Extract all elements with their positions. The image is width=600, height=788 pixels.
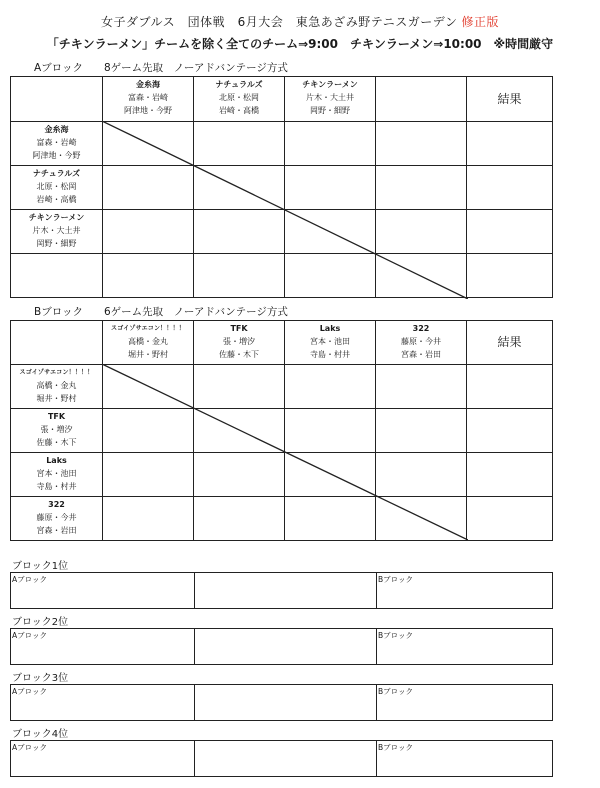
result-cell[interactable] xyxy=(467,365,553,409)
result-cell[interactable] xyxy=(467,409,553,453)
rank-empty-cell[interactable] xyxy=(195,573,377,609)
score-cell[interactable] xyxy=(103,497,194,541)
score-cell[interactable] xyxy=(194,254,285,298)
score-cell[interactable] xyxy=(194,166,285,210)
score-cell[interactable] xyxy=(376,254,467,298)
score-cell[interactable] xyxy=(376,497,467,541)
row-team: Laks 宮本・池田 寺島・村井 xyxy=(11,453,103,497)
score-cell[interactable] xyxy=(103,166,194,210)
result-cell[interactable] xyxy=(467,254,553,298)
rank-empty-cell[interactable] xyxy=(195,685,377,721)
result-cell[interactable] xyxy=(467,210,553,254)
row-team: スゴイゾサエコン！！！！ 高橋・金丸 堀井・野村 xyxy=(11,365,103,409)
rank-4-label: ブロック4位 xyxy=(12,729,69,740)
result-cell[interactable] xyxy=(467,166,553,210)
table-row xyxy=(11,365,553,409)
table-row xyxy=(11,210,553,254)
score-cell[interactable] xyxy=(376,365,467,409)
score-cell[interactable] xyxy=(285,365,376,409)
block-b-label: Bブロック 6ゲーム先取 ノーアドバンテージ方式 xyxy=(34,306,288,318)
score-cell[interactable] xyxy=(194,122,285,166)
block-b-header-row xyxy=(11,321,553,365)
score-cell[interactable] xyxy=(376,122,467,166)
rank-a-cell[interactable]: Aブロック xyxy=(11,573,195,609)
score-cell[interactable] xyxy=(103,365,194,409)
score-cell[interactable] xyxy=(194,453,285,497)
score-cell[interactable] xyxy=(194,365,285,409)
score-cell[interactable] xyxy=(285,497,376,541)
page-title xyxy=(0,13,600,30)
score-cell[interactable] xyxy=(285,254,376,298)
score-cell[interactable] xyxy=(285,409,376,453)
rank-empty-cell[interactable] xyxy=(195,629,377,665)
score-cell[interactable] xyxy=(285,210,376,254)
score-cell[interactable] xyxy=(103,210,194,254)
rank-1-table xyxy=(10,572,553,609)
rank-a-cell[interactable]: Aブロック xyxy=(11,629,195,665)
schedule-note: 「チキンラーメン」チームを除く全てのチーム⇒9:00 チキンラーメン⇒10:00 ※時間厳守 xyxy=(46,37,554,51)
rank-4-table xyxy=(10,740,553,777)
block-a-table xyxy=(10,76,553,298)
rank-2-table xyxy=(10,628,553,665)
col-team: Laks 宮本・池田 寺島・村井 xyxy=(285,321,376,365)
score-cell[interactable] xyxy=(376,409,467,453)
rank-b-cell[interactable]: Bブロック xyxy=(377,629,553,665)
title-text: 女子ダブルス 団体戦 6月大会 東急あざみ野テニスガーデン xyxy=(100,15,458,29)
col-team xyxy=(376,77,467,122)
score-cell[interactable] xyxy=(376,166,467,210)
table-row xyxy=(11,122,553,166)
result-cell[interactable] xyxy=(467,497,553,541)
score-cell[interactable] xyxy=(103,254,194,298)
score-cell[interactable] xyxy=(376,453,467,497)
score-cell[interactable] xyxy=(285,122,376,166)
result-header: 結果 xyxy=(467,321,553,365)
table-row xyxy=(11,453,553,497)
col-team: TFK 張・増汐 佐藤・木下 xyxy=(194,321,285,365)
row-team: 金糸海 富森・岩崎 阿津地・今野 xyxy=(11,122,103,166)
score-cell[interactable] xyxy=(103,453,194,497)
table-row xyxy=(11,497,553,541)
rank-b-cell[interactable]: Bブロック xyxy=(377,685,553,721)
rank-1-label: ブロック1位 xyxy=(12,561,69,572)
rank-b-cell[interactable]: Bブロック xyxy=(377,741,553,777)
col-team: ナチュラルズ 北原・松岡 岩崎・高橋 xyxy=(194,77,285,122)
row-team xyxy=(11,254,103,298)
row-team: チキンラーメン 片木・大土井 岡野・細野 xyxy=(11,210,103,254)
table-row xyxy=(11,254,553,298)
block-a-label: Aブロック 8ゲーム先取 ノーアドバンテージ方式 xyxy=(34,62,288,74)
block-b-table xyxy=(10,320,553,541)
result-cell[interactable] xyxy=(467,122,553,166)
col-team: 322 藤原・今井 宮森・岩田 xyxy=(376,321,467,365)
rank-empty-cell[interactable] xyxy=(195,741,377,777)
score-cell[interactable] xyxy=(285,166,376,210)
row-team: 322 藤原・今井 宮森・岩田 xyxy=(11,497,103,541)
row-team: ナチュラルズ 北原・松岡 岩崎・高橋 xyxy=(11,166,103,210)
result-cell[interactable] xyxy=(467,453,553,497)
rank-3-table xyxy=(10,684,553,721)
col-team: チキンラーメン 片木・大土井 岡野・細野 xyxy=(285,77,376,122)
score-cell[interactable] xyxy=(194,409,285,453)
score-cell[interactable] xyxy=(103,409,194,453)
block-a-header-row xyxy=(11,77,553,122)
col-team: 金糸海 富森・岩崎 阿津地・今野 xyxy=(103,77,194,122)
score-cell[interactable] xyxy=(194,210,285,254)
row-team: TFK 張・増汐 佐藤・木下 xyxy=(11,409,103,453)
score-cell[interactable] xyxy=(194,497,285,541)
rank-3-label: ブロック3位 xyxy=(12,673,69,684)
result-header: 結果 xyxy=(467,77,553,122)
score-cell[interactable] xyxy=(103,122,194,166)
rank-a-cell[interactable]: Aブロック xyxy=(11,741,195,777)
rank-2-label: ブロック2位 xyxy=(12,617,69,628)
table-row xyxy=(11,166,553,210)
rank-b-cell[interactable]: Bブロック xyxy=(377,573,553,609)
corner-cell xyxy=(11,321,103,365)
revision-badge: 修正版 xyxy=(461,15,500,29)
score-cell[interactable] xyxy=(376,210,467,254)
score-cell[interactable] xyxy=(285,453,376,497)
corner-cell xyxy=(11,77,103,122)
table-row xyxy=(11,409,553,453)
col-team: スゴイゾサエコン！！！！ 高橋・金丸 堀井・野村 xyxy=(103,321,194,365)
rank-a-cell[interactable]: Aブロック xyxy=(11,685,195,721)
